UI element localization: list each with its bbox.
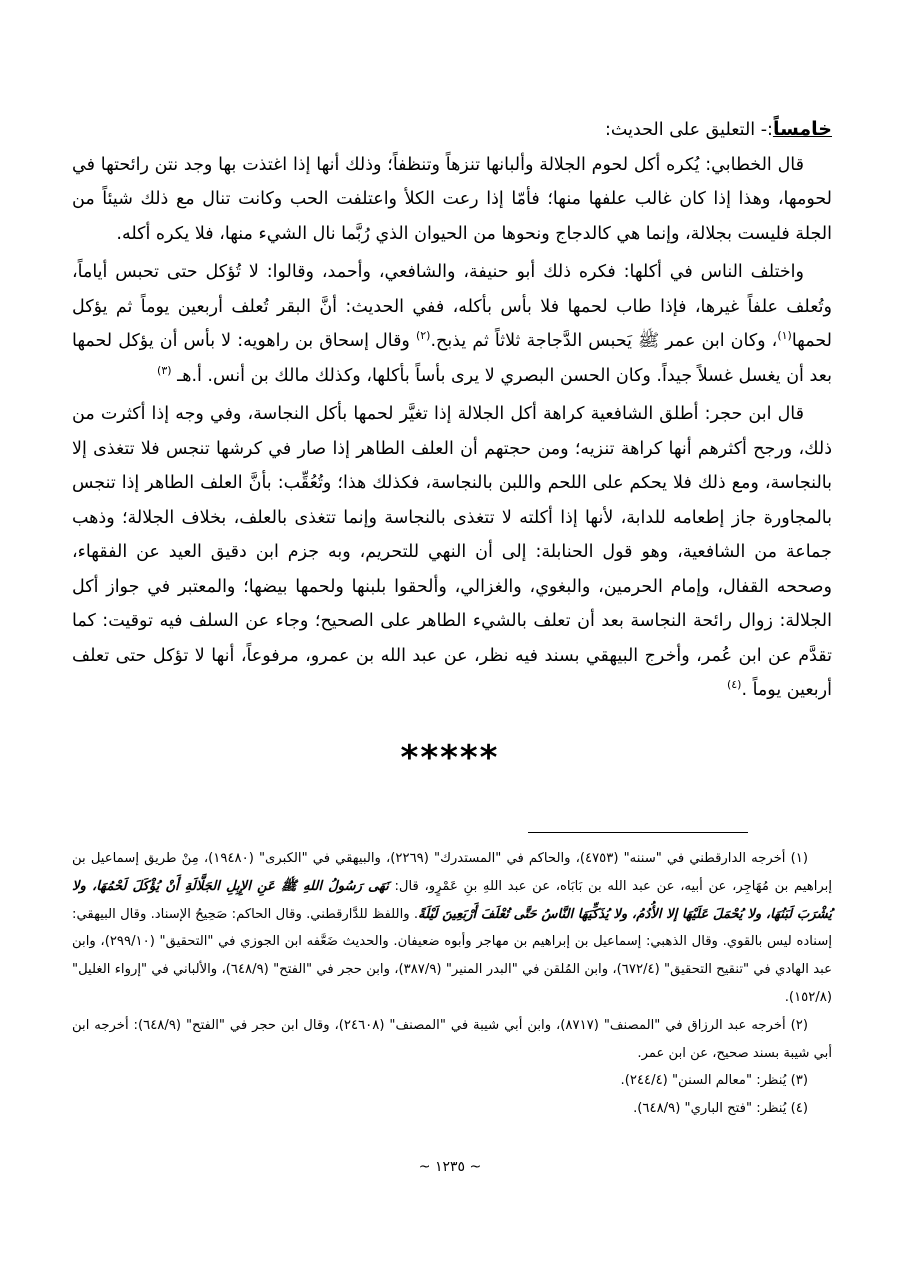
main-text (72, 112, 832, 712)
footnote-4: (٤) يُنظر: "فتح الباري" (٦٤٨/٩). (633, 1101, 808, 1117)
paragraph-text: قال الخطابي: يُكره أكل لحوم الجلالة وألبانها تنزهاً وتنظفاً؛ وذلك أنها إذا اغتذت بها وجد نتن رائحتها في لحومها، وهذا إذا كان غالب علفها منها؛ فأمّا إذا رعت الكلأ واعتلفت الحب وكانت تنال مع ذلك شيئاً من الجلة فليست بجلالة، وإنما هي كالدجاج ونحوها من الحيوان الذي رُبَّما نال الشيء منها، فلا يكره أكله. (72, 154, 832, 244)
heading-subtitle: :- التعليق على الحديث: (605, 120, 773, 140)
hadith-quote: نَهَى رَسُولُ اللهِ ﷺ عَنِ الإِبِلِ الجَلَّالَةِ أَنْ يُؤْكَلَ لَحْمُهَا، ولا يُشْرَبَ لَبَنُهَا، ولا يُحْمَلَ عَلَيْهَا إلا الأُدُمُ، ولا يُذَكِّيَهَا النَّاسُ حَتَّى تُعْلَفَ أَرْبَعِينَ لَيْلَةً (72, 878, 832, 922)
section-separator: ***** (400, 738, 500, 778)
paragraph-text: قال ابن حجر: أطلق الشافعية كراهة أكل الجلالة إذا تغيَّر لحمها بأكل النجاسة، وفي وجه إذا أكثرت من ذلك، ورجح أكثرهم أنها كراهة تنزيه؛ ومن حجتهم أن العلف الطاهر إذا صار في كرشها تنجس فلا تتغذى إلا بالنجاسة، ومع ذلك فلا يحكم على اللحم واللبن بالنجاسة، فكذلك هذا؛ وتُعُقِّب: بأنَّ العلف الطاهر إذا تنجس بالمجاورة جاز إطعامه للدابة، لأنها إذا أكلته لا تتغذى بالنجاسة وإنما تتغذى بالعلف، بخلاف الجلالة؛ وذهب جماعة من الشافعية، وهو قول الحنابلة: إلى أن النهي للتحريم، وبه جزم ابن دقيق العيد عن الفقهاء، وصححه القفال، وإمام الحرمين، والبغوي، والغزالي، وألحقوا بلبنها ولحمها بيضها؛ والمعتبر في جواز أكل الجلالة: زوال رائحة النجاسة بعد أن تعلف بالشيء الطاهر على الصحيح؛ وجاء عن السلف فيه توقيت: كما تقدَّم عن ابن عُمر، وأخرج البيهقي بسند فيه نظر، عن عبد الله بن عمرو، مرفوعاً، أنها لا تؤكل حتى تعلف أربعين يوماً . (72, 404, 832, 700)
section-heading (72, 112, 832, 148)
heading-title: خامساً (772, 118, 832, 140)
paragraph-text: ، وكان ابن عمر ﷺ يَحبس الدَّجاجة ثلاثاً ثم يذبح. (430, 331, 778, 351)
footnote-text: . واللفظ للدَّارقطني. وقال الحاكم: صَحِيحُ الإسناد. وقال البيهقي: إسناده ليس بالقوي. وقال الذهبي: إسماعيل بن إبراهيم بن مهاجر وأبوه ضعيفان. والحديث ضَعَّفه ابن الجوزي في "التحقيق" (٢٩٩/١٠)، وابن عبد الهادي في "تنقيح التحقيق" (٦٧٢/٤)، وابن المُلقن في "البدر المنير" (٣٨٧/٩)، وابن حجر في "الفتح" (٦٤٨/٩)، والألباني في "إرواء الغليل" (١٥٢/٨). (72, 906, 832, 1005)
footnote-1 (72, 845, 832, 1012)
paragraph-ikhtilaf (72, 255, 832, 393)
paragraph-text: واختلف الناس في أكلها: فكره ذلك أبو حنيفة، والشافعي، وأحمد، وقالوا: لا تُؤكل حتى تحبس أياماً، وتُعلف علفاً غيرها، فإذا طاب لحمها فلا بأس بأكله، ففي الحديث: أنَّ البقر تُعلف أربعين يوماً ثم يؤكل لحمها (72, 262, 832, 351)
footnote-ref-1[interactable]: (١) (777, 329, 792, 343)
footnote-ref-2[interactable]: (٢) (415, 329, 431, 343)
footnote-ref-3[interactable]: (٣) (157, 363, 172, 377)
footnote-text: (١) أخرجه الدارقطني في "سننه" (٤٧٥٣)، والحاكم في "المستدرك" (٢٢٦٩)، والبيهقي في "الكبرى" (١٩٤٨٠)، مِنْ طريق إسماعيل بن إبراهيم بن مُهَاجِر، عن أبيه، عن عبد الله بن بَابَاه، عن عبد اللهِ بنِ عَمْرٍو، قال: (72, 851, 832, 894)
footnote-divider (528, 832, 748, 833)
footnote-2: (٢) أخرجه عبد الرزاق في "المصنف" (٨٧١٧)، وابن أبي شيبة في "المصنف" (٢٤٦٠٨)، وقال ابن حجر في "الفتح" (٦٤٨/٩): أخرجه ابن أبي شيبة بسند صحيح، عن ابن عمر. (72, 1017, 832, 1061)
paragraph-ibn-hajar (72, 397, 832, 708)
paragraph-khattabi (72, 148, 832, 252)
paragraph-text: وقال إسحاق بن راهويه: لا بأس أن يؤكل لحمها بعد أن يغسل غسلاً جيداً. وكان الحسن البصري لا يرى بأساً بأكلها، وكذلك مالك بن أنس. أ.هـ (72, 331, 832, 386)
footnotes (72, 845, 832, 1123)
page-number: ~ ١٢٣٥ ~ (418, 1159, 482, 1175)
footnote-3: (٣) يُنظر: "معالم السنن" (٢٤٤/٤). (620, 1073, 808, 1089)
footnote-ref-4[interactable]: (٤) (726, 678, 742, 692)
